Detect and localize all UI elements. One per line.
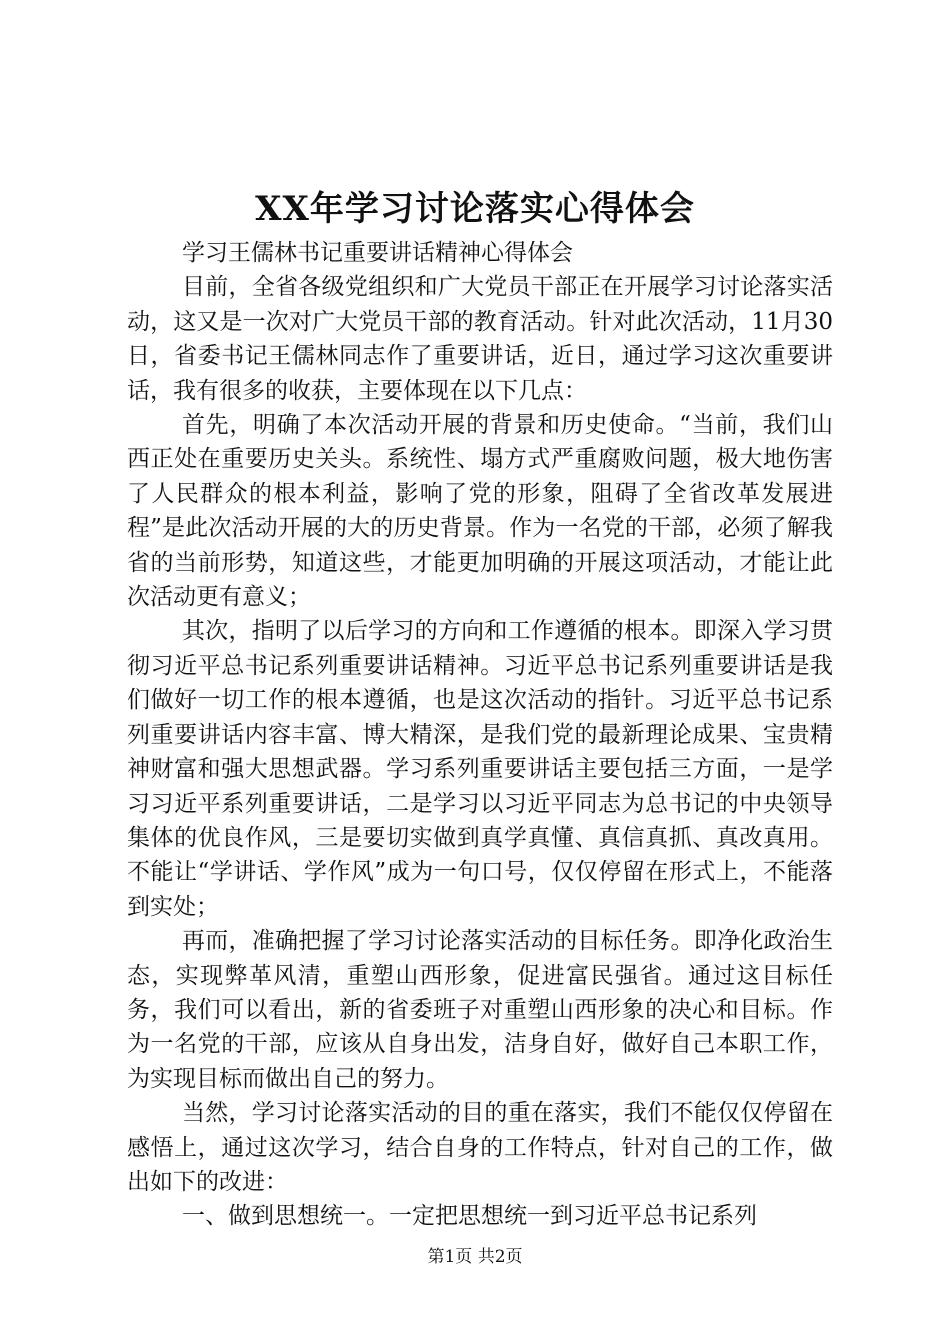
paragraph-intro: 目前，全省各级党组织和广大党员干部正在开展学习讨论落实活动，这又是一次对广大党员干部的教育活动。针对此次活动，11月30日，省委书记王儒林同志作了重要讲话，近日，通过学习这次重要讲话，我有很多的收获，主要体现在以下几点：: [127, 274, 833, 404]
document-title: XX年学习讨论落实心得体会: [255, 189, 695, 229]
document-body: [127, 236, 833, 1234]
page-number-footer: 第1页 共2页: [427, 1247, 523, 1267]
paragraph-fourth: 当然，学习讨论落实活动的目的重在落实，我们不能仅仅停留在感悟上，通过这次学习，结合自身的工作特点，针对自己的工作，做出如下的改进：: [127, 1100, 833, 1195]
paragraph-first: 首先，明确了本次活动开展的背景和历史使命。“当前，我们山西正处在重要历史关头。系统性、塌方式严重腐败问题，极大地伤害了人民群众的根本利益，影响了党的形象，阻碍了全省改革发展进程”是此次活动开展的大的历史背景。作为一名党的干部，必须了解我省的当前形势，知道这些，才能更加明确的开展这项活动，才能让此次活动更有意义；: [127, 412, 833, 611]
paragraph-third: 再而，准确把握了学习讨论落实活动的目标任务。即净化政治生态，实现弊革风清，重塑山西形象，促进富民强省。通过这目标任务，我们可以看出，新的省委班子对重塑山西形象的决心和目标。作为一名党的干部，应该从自身出发，洁身自好，做好自己本职工作，为实现目标而做出自己的努力。: [127, 928, 833, 1092]
paragraph-subtitle: 学习王儒林书记重要讲话精神心得体会: [182, 240, 573, 266]
paragraph-second: 其次，指明了以后学习的方向和工作遵循的根本。即深入学习贯彻习近平总书记系列重要讲话精神。习近平总书记系列重要讲话是我们做好一切工作的根本遵循，也是这次活动的指针。习近平总书记系列重要讲话内容丰富、博大精深，是我们党的最新理论成果、宝贵精神财富和强大思想武器。学习系列重要讲话主要包括三方面，一是学习习近平系列重要讲话，二是学习以习近平同志为总书记的中央领导集体的优良作风，三是要切实做到真学真懂、真信真抓、真改真用。不能让“学讲话、学作风”成为一句口号，仅仅停留在形式上，不能落到实处；: [127, 618, 833, 920]
paragraph-point-one: 一、做到思想统一。一定把思想统一到习近平总书记系列: [182, 1203, 757, 1230]
